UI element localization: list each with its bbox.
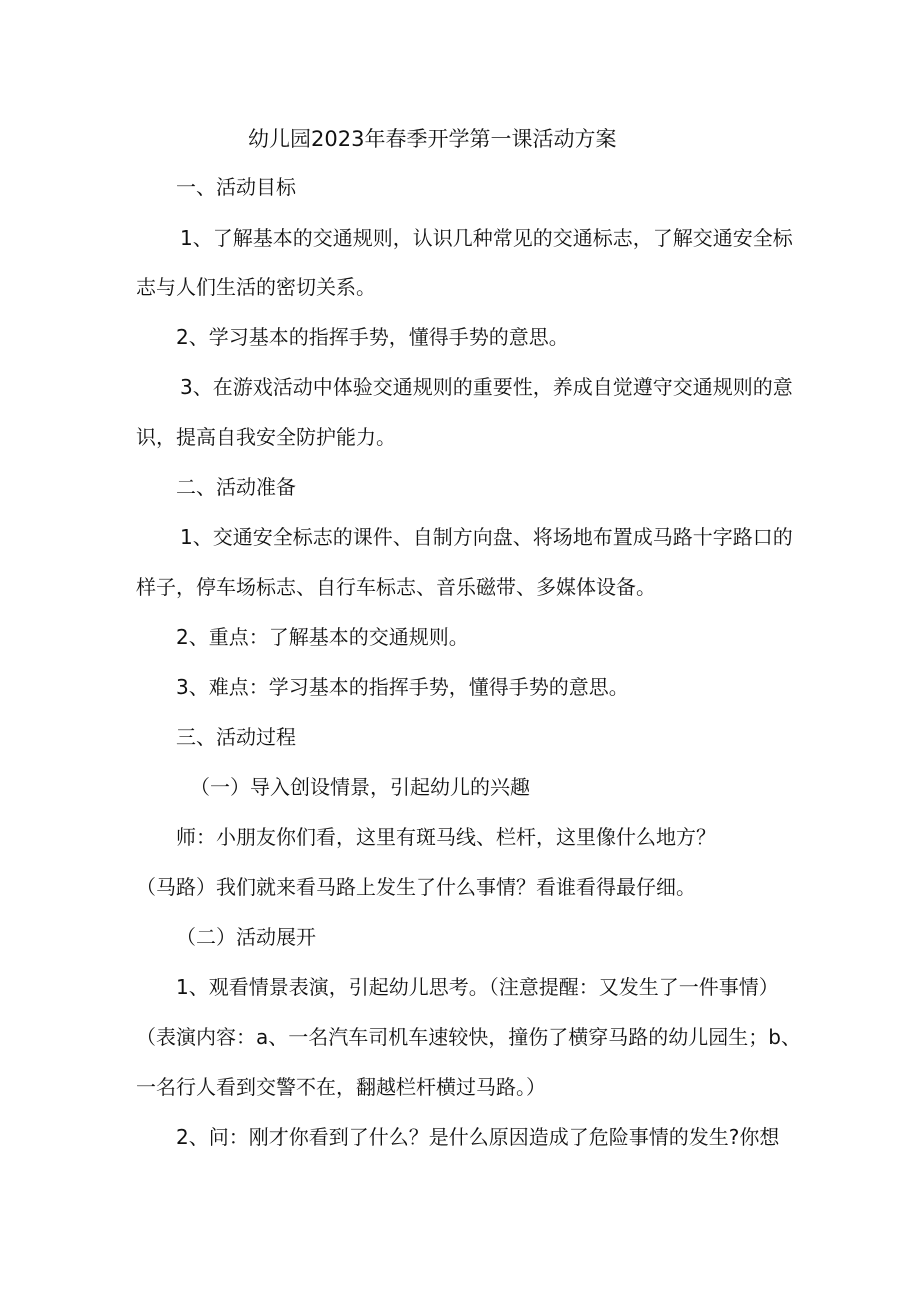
- paragraph-line: 2、学习基本的指挥手势，懂得手势的意思。: [176, 325, 569, 349]
- paragraph-line: 1、了解基本的交通规则，认识几种常见的交通标志，了解交通安全标: [180, 226, 793, 250]
- paragraph-line: 3、在游戏活动中体验交通规则的重要性，养成自觉遵守交通规则的意: [180, 375, 793, 399]
- subsection-heading: （二）活动展开: [176, 925, 316, 949]
- paragraph-line: 一名行人看到交警不在，翻越栏杆横过马路。）: [136, 1075, 546, 1099]
- section-heading-preparation: 二、活动准备: [176, 475, 296, 499]
- document-title: 幼儿园2023年春季开学第一课活动方案: [248, 127, 617, 151]
- paragraph-line: 1、交通安全标志的课件、自制方向盘、将场地布置成马路十字路口的: [180, 525, 793, 549]
- paragraph-line: 3、难点：学习基本的指挥手势，懂得手势的意思。: [176, 675, 629, 699]
- subsection-heading: （一）导入创设情景，引起幼儿的兴趣: [190, 775, 530, 799]
- section-heading-goals: 一、活动目标: [176, 175, 296, 199]
- paragraph-line: （马路）我们就来看马路上发生了什么事情？看谁看得最仔细。: [136, 875, 696, 899]
- section-heading-process: 三、活动过程: [176, 725, 296, 749]
- paragraph-line: 样子，停车场标志、自行车标志、音乐磁带、多媒体设备。: [136, 575, 656, 599]
- paragraph-line: （表演内容：a、一名汽车司机车速较快，撞伤了横穿马路的幼儿园生；b、: [136, 1025, 801, 1049]
- paragraph-line: 1、观看情景表演，引起幼儿思考。（注意提醒：又发生了一件事情）: [176, 975, 779, 999]
- paragraph-line: 志与人们生活的密切关系。: [136, 275, 376, 299]
- paragraph-line: 识，提高自我安全防护能力。: [136, 425, 396, 449]
- paragraph-line: 2、重点：了解基本的交通规则。: [176, 625, 469, 649]
- paragraph-line: 师：小朋友你们看，这里有斑马线、栏杆，这里像什么地方？: [176, 825, 716, 849]
- paragraph-line: 2、问：刚才你看到了什么？是什么原因造成了危险事情的发生?你想: [176, 1125, 780, 1149]
